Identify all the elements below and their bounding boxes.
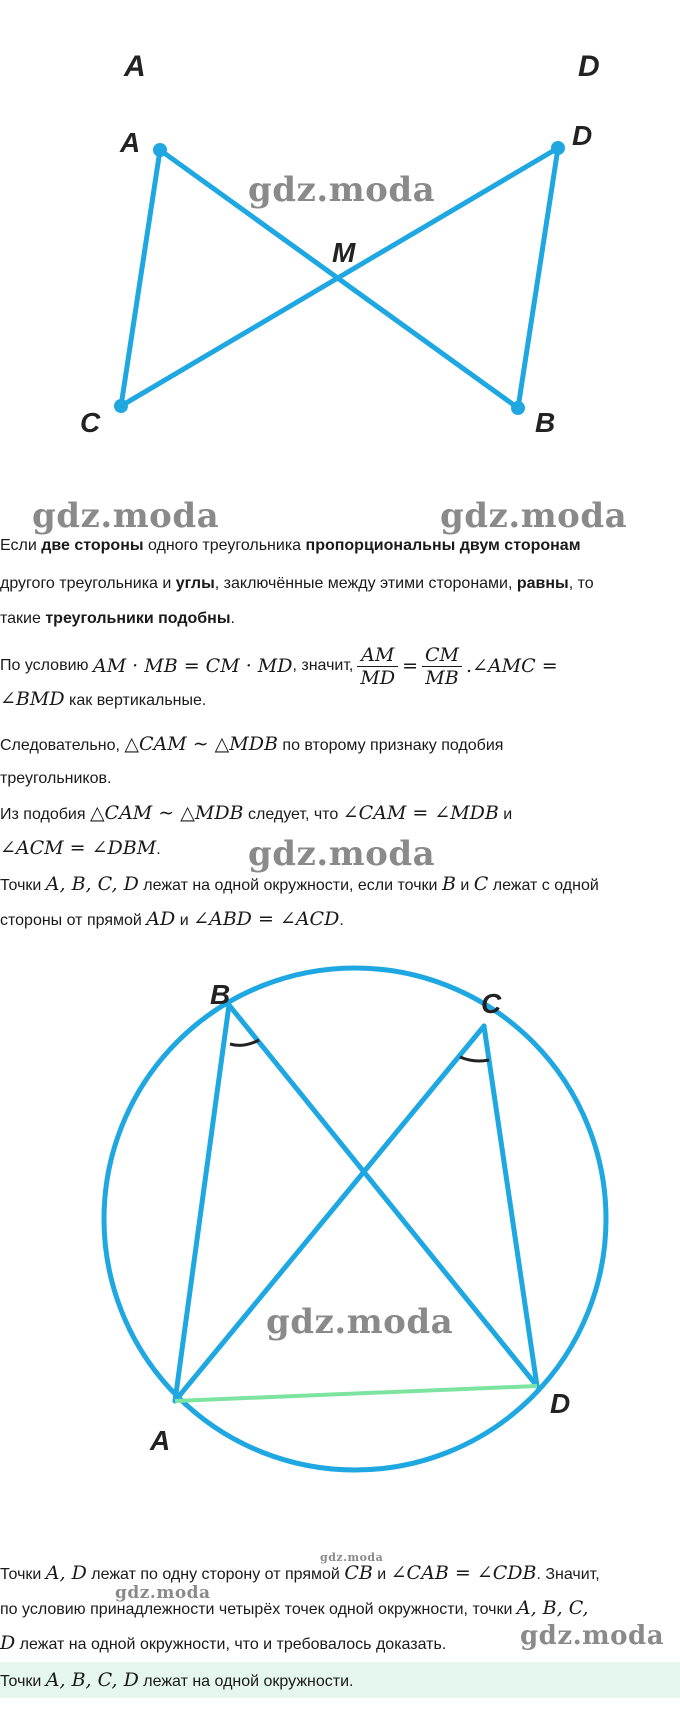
clipped-label-a: A	[124, 50, 146, 83]
figure-circle	[0, 960, 680, 1520]
watermark: gdz.moda	[115, 1583, 211, 1603]
paragraph-theorem: Если две стороны одного треугольника пропорциональны двум сторонам	[0, 537, 581, 554]
label-a: A	[150, 1425, 171, 1456]
chord-ad	[175, 1386, 537, 1401]
fraction-cm-mb: $\frac{CM}{MB}$	[422, 644, 462, 689]
point-c	[114, 399, 128, 413]
answer-text: Точки A, B, C, D лежат на одной окружности.	[0, 1669, 354, 1691]
point-b	[511, 401, 525, 415]
label-d: D	[550, 1388, 571, 1419]
label-m: M	[332, 237, 356, 268]
paragraph-condition: По условию AM · MB = CM · MD , значит, $\frac{AM}{MD}$ = $\frac{CM}{MB}$ .∠AMC =	[0, 643, 558, 689]
segment-db	[518, 148, 558, 408]
paragraph-criterion-line2: стороны от прямой AD и ∠ABD = ∠ACD.	[0, 908, 344, 930]
watermark: gdz.moda	[32, 496, 220, 536]
label-c: C	[481, 988, 502, 1019]
watermark: gdz.moda	[440, 496, 628, 536]
paragraph-theorem-line3: такие треугольники подобны.	[0, 610, 235, 627]
label-b: B	[535, 407, 556, 438]
paragraph-proof: Точки A, D лежат по одну сторону от прямой CB и ∠CAB = ∠CDB. Значит,	[0, 1562, 600, 1584]
point-a	[153, 143, 167, 157]
paragraph-similarity: Следовательно, △CAM ∼ △MDB по второму признаку подобия	[0, 733, 504, 755]
watermark: gdz.moda	[248, 170, 436, 210]
paragraph-consequence: Из подобия △CAM ∼ △MDB следует, что ∠CAM = ∠MDB и	[0, 802, 513, 824]
label-a: A	[120, 127, 141, 158]
segment-ac	[121, 150, 160, 406]
angle-mark-b	[230, 1040, 259, 1045]
watermark: gdz.moda	[520, 1621, 665, 1651]
paragraph-similarity-line2: треугольников.	[0, 770, 112, 787]
watermark-small: gdz.moda	[320, 1551, 384, 1564]
label-c: C	[80, 407, 101, 438]
watermark: gdz.moda	[266, 1302, 454, 1342]
fraction-am-md: $\frac{AM}{MD}$	[357, 644, 398, 689]
label-d: D	[572, 120, 593, 151]
paragraph-criterion: Точки A, B, C, D лежат на одной окружности, если точки B и C лежат с одной	[0, 873, 599, 895]
paragraph-proof-line3: D лежат на одной окружности, что и требовалось доказать.	[0, 1632, 447, 1654]
paragraph-theorem-line2: другого треугольника и углы, заключённые между этими сторонами, равны, то	[0, 575, 594, 592]
figure-bowtie	[0, 0, 680, 470]
watermark: gdz.moda	[248, 834, 436, 874]
paragraph-consequence-line2: ∠ACM = ∠DBM.	[0, 837, 161, 859]
paragraph-condition-line2: ∠BMD как вертикальные.	[0, 688, 207, 710]
label-b: B	[210, 979, 231, 1010]
segment-ca	[175, 1026, 484, 1401]
angle-mark-c	[460, 1057, 489, 1061]
clipped-label-d: D	[578, 50, 600, 83]
point-d	[551, 141, 565, 155]
paragraph-proof-line2: по условию принадлежности четырёх точек одной окружности, точки A, B, C,	[0, 1597, 589, 1619]
